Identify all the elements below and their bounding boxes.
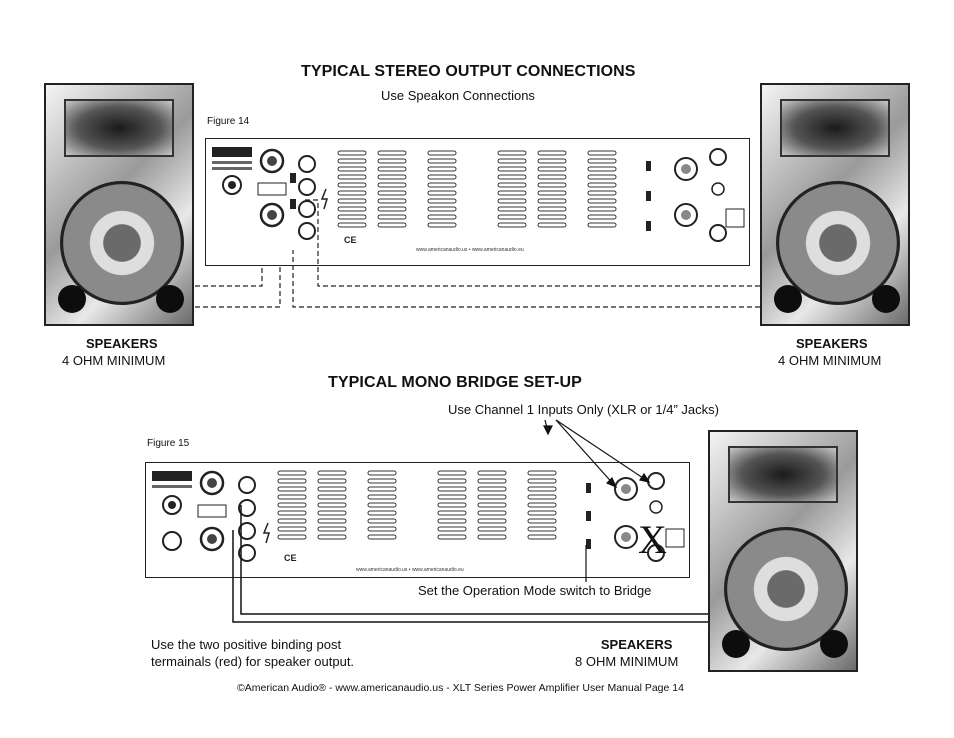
bridge-speaker-rating: 8 OHM MINIMUM bbox=[575, 654, 679, 669]
speaker-port bbox=[820, 630, 848, 658]
binding-post-note-line1: Use the two positive binding post bbox=[151, 637, 342, 652]
page-footer: ©American Audio® - www.americanaudio.us - XLT Series Power Amplifier User Manual Page 14 bbox=[237, 682, 684, 694]
stereo-section-title: TYPICAL STEREO OUTPUT CONNECTIONS bbox=[301, 63, 636, 80]
speaker-horn bbox=[728, 446, 839, 503]
bridge-speaker-label bbox=[575, 636, 678, 670]
binding-post-note-line2: termainals (red) for speaker output. bbox=[151, 654, 355, 669]
right-speaker-rating: 4 OHM MINIMUM bbox=[778, 353, 882, 368]
inputs-note: Use Channel 1 Inputs Only (XLR or 1/4” Jacks) bbox=[448, 402, 719, 417]
operation-mode-note: Set the Operation Mode switch to Bridge bbox=[418, 583, 652, 598]
amplifier-url-text: www.americanaudio.us • www.americanaudio.eu bbox=[416, 247, 524, 253]
ce-mark: CE bbox=[344, 235, 357, 245]
bridge-speaker-heading: SPEAKERS bbox=[600, 637, 673, 652]
mono-bridge-title: TYPICAL MONO BRIDGE SET-UP bbox=[328, 374, 582, 391]
figure-14-label: Figure 14 bbox=[207, 116, 250, 127]
ce-mark: CE bbox=[284, 553, 297, 563]
stereo-section-subtitle: Use Speakon Connections bbox=[381, 88, 535, 103]
bridge-speaker-cabinet bbox=[708, 430, 858, 672]
left-speaker-heading: SPEAKERS bbox=[86, 336, 158, 351]
speaker-port bbox=[722, 630, 750, 658]
left-speaker-rating: 4 OHM MINIMUM bbox=[62, 353, 166, 368]
unused-input-x-mark: X bbox=[638, 517, 667, 562]
right-speaker-heading: SPEAKERS bbox=[796, 336, 868, 351]
figure-15-label: Figure 15 bbox=[147, 438, 190, 449]
binding-post-note bbox=[151, 636, 354, 670]
amplifier-url-text: www.americanaudio.us • www.americanaudio.eu bbox=[356, 567, 464, 573]
